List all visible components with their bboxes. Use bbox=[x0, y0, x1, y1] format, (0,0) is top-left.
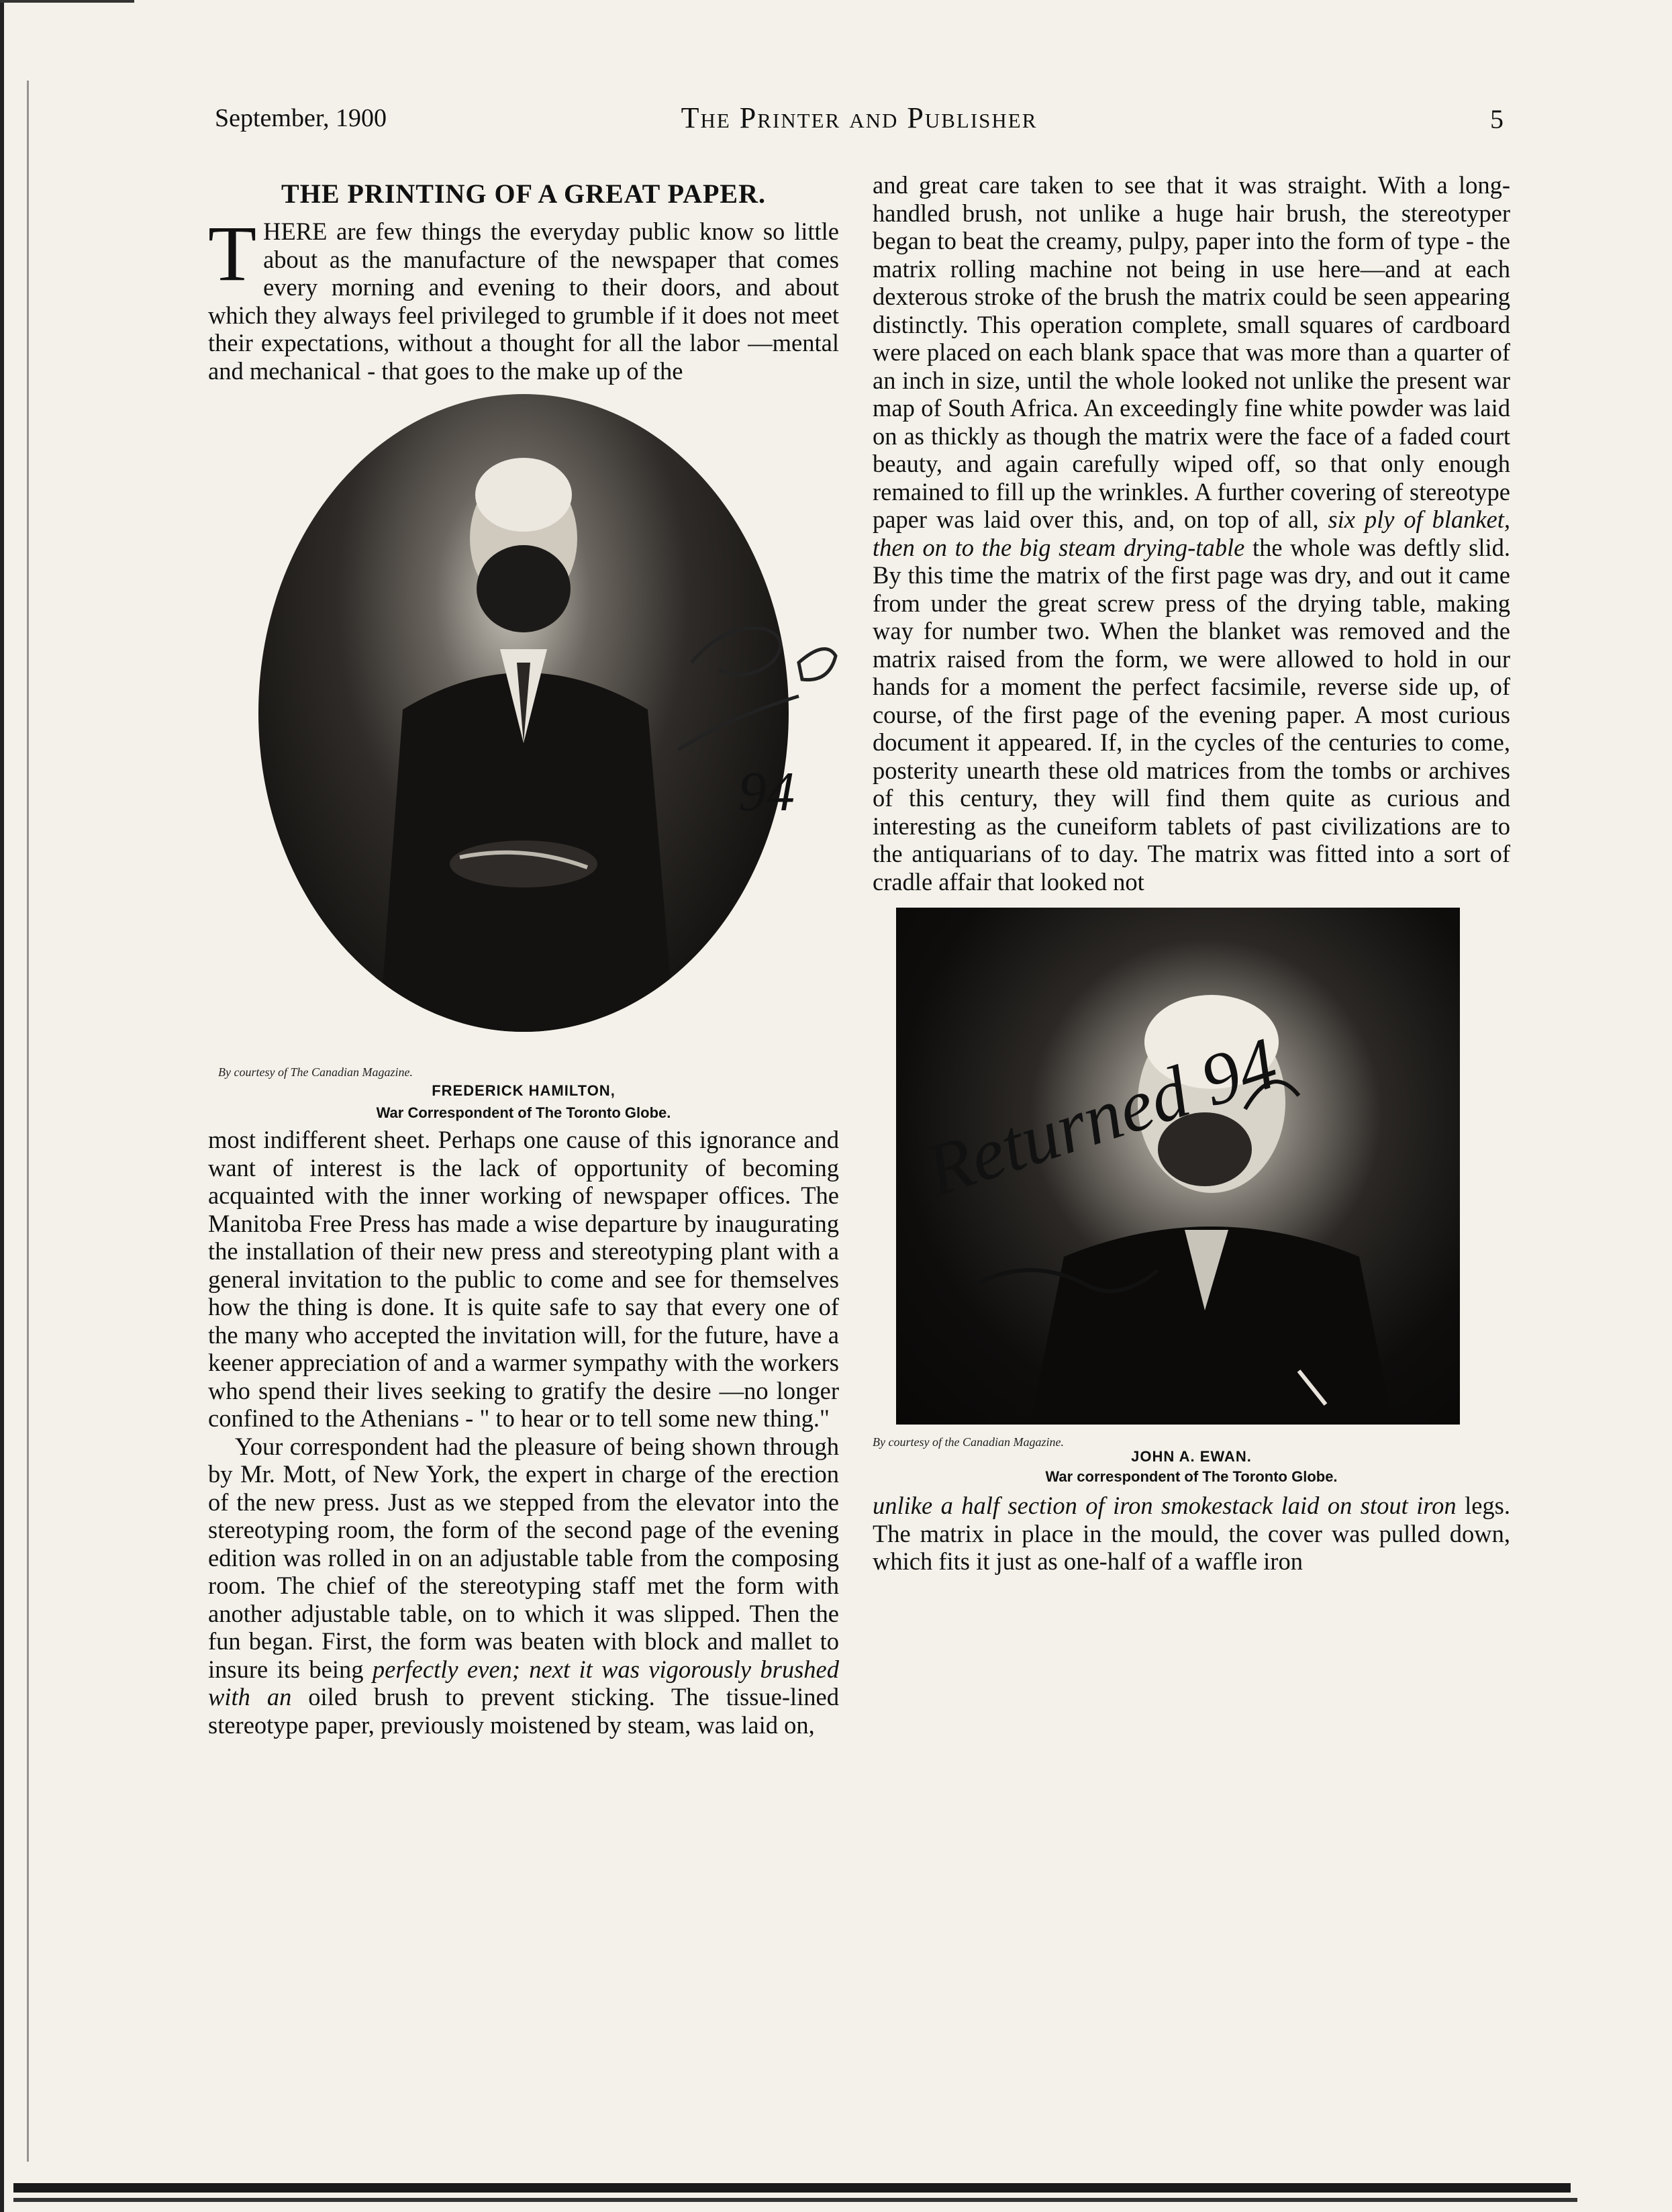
photo-credit-hamilton: By courtesy of The Canadian Magazine. bbox=[218, 1065, 413, 1079]
right-paragraph-bottom bbox=[873, 1492, 1510, 1576]
handwriting-returned: Returned 94 bbox=[916, 1021, 1287, 1212]
paragraph-1-continued: most indifferent sheet. Perhaps one cause of this ignorance and want of interest is the lack of opportunity of becoming acquainted with the inner working of newspaper offices. The Manitoba Free Press has made a wise departure by inaugurating the installation of their new press and stereotyping plant with a general invitation to the public to come and see for themselves how the thing is done. It is quite safe to say that every one of the many who accepted the invitation will, for the future, have a keener appreciation of and a warmer sympathy with the workers who spend their lives seeking to gratify the desire —no longer confined to the Athenians - " to hear or to tell some new thing." bbox=[208, 1126, 839, 1432]
figure-ewan bbox=[873, 908, 1510, 1492]
paragraph-2-italic: perfectly even; next it was vigorously brushed with an bbox=[208, 1655, 840, 1711]
caption-role-ewan: War correspondent of The Toronto Globe. bbox=[1045, 1468, 1338, 1485]
page-gutter-line bbox=[27, 81, 29, 2162]
page-number: 5 bbox=[1490, 104, 1504, 134]
right-bottom-italic: unlike a half section of iron smokestack laid on stout iron bbox=[873, 1492, 1457, 1519]
right-paragraph-top bbox=[873, 171, 1510, 896]
running-head bbox=[215, 101, 1504, 141]
page-bottom-rule bbox=[13, 2183, 1571, 2193]
right-text-b: the whole was deftly slid. By this time the matrix of the first page was dry, and out it came from under the great screw press of the drying table, making way for number two. When the blanket was removed and the matrix raised from the form, we were allowed to hold in our hands for a moment the perfect facsimile, reverse side up, of course, of the first page of the evening paper. A most curious document it appeared. If, in the cycles of the centuries to come, posterity unearth these old matrices from the tombs or archives of this century, they will find them quite as curious and interesting as the cuneiform tablets of past civilizations are to the antiquarians of to day. The matrix was fitted into a sort of cradle affair that looked not bbox=[873, 533, 1510, 896]
handwritten-annotation-ewan bbox=[896, 908, 1460, 1425]
caption-name-hamilton: FREDERICK HAMILTON, bbox=[432, 1082, 616, 1099]
journal-title: The Printer and Publisher bbox=[681, 101, 1038, 134]
right-text-a: and great care taken to see that it was straight. With a long-handled brush, not unlike a huge hair brush, the stereotyper began to beat the creamy, pulpy, paper into the form of type - the matrix rolling machine not being in use here—and at each dexterous stroke of the brush the matrix could be seen appearing distinctly. This operation complete, small squares of cardboard were placed on each blank space that was more than a quarter of an inch in size, until the whole looked not unlike the present war map of South Africa. An exceedingly fine white powder was laid on as thickly as though the matrix were the face of a faded court beauty, and again carefully wiped off, so that only enough remained to fill up the wrinkles. A further covering of stereotype paper was laid over this, and, on top of all, bbox=[873, 171, 1510, 533]
left-column bbox=[208, 171, 839, 1739]
right-bottom-text: legs. The matrix in place in the mould, the cover was pulled down, which fits it just as one-half of a waffle iron bbox=[873, 1492, 1511, 1575]
photo-credit-ewan: By courtesy of the Canadian Magazine. bbox=[873, 1435, 1064, 1449]
right-text-italic: six ply of blanket, then on to the big steam drying-table bbox=[873, 506, 1510, 561]
caption-name-ewan: JOHN A. EWAN. bbox=[1131, 1448, 1252, 1465]
handwriting-number: 94 bbox=[738, 761, 795, 823]
page-edge-left bbox=[0, 0, 4, 2212]
paragraph-2-end: oiled brush to prevent sticking. The tissue-lined stereotype paper, previously moistened by steam, was laid on, bbox=[208, 1683, 839, 1739]
drop-cap: T bbox=[208, 209, 257, 297]
figure-hamilton bbox=[208, 394, 839, 1126]
page-bottom-rule-2 bbox=[13, 2198, 1577, 2202]
issue-date: September, 1900 bbox=[215, 104, 387, 132]
paragraph-2 bbox=[208, 1433, 839, 1739]
handwritten-annotation-hamilton bbox=[208, 495, 839, 911]
paragraph-1: HERE are few things the everyday public know so little about as the manufacture of the newspaper that comes every morning and evening to their doors, and about which they always feel privileged to grumble if it does not meet their expectations, without a thought for all the labor —mental and mechanical - that goes to the make up of the bbox=[208, 218, 839, 385]
paragraph-2-start: Your correspondent had the pleasure of being shown through by Mr. Mott, of New York, the expert in charge of the erection of the new press. Just as we stepped from the elevator into the stereotyping room, the form of the second page of the evening edition was rolled in on an adjustable table from the composing room. The chief of the stereotyping staff met the form with another adjustable table, on to which it was slipped. Then the fun began. First, the form was beaten with block and mallet to insure its being bbox=[208, 1432, 839, 1683]
right-column bbox=[873, 171, 1510, 1576]
article-title: THE PRINTING OF A GREAT PAPER. bbox=[281, 179, 766, 209]
page-edge-top bbox=[0, 0, 134, 3]
opening-paragraph bbox=[208, 209, 839, 385]
portrait-photo-ewan bbox=[896, 908, 1460, 1425]
caption-role-hamilton: War Correspondent of The Toronto Globe. bbox=[376, 1104, 671, 1121]
